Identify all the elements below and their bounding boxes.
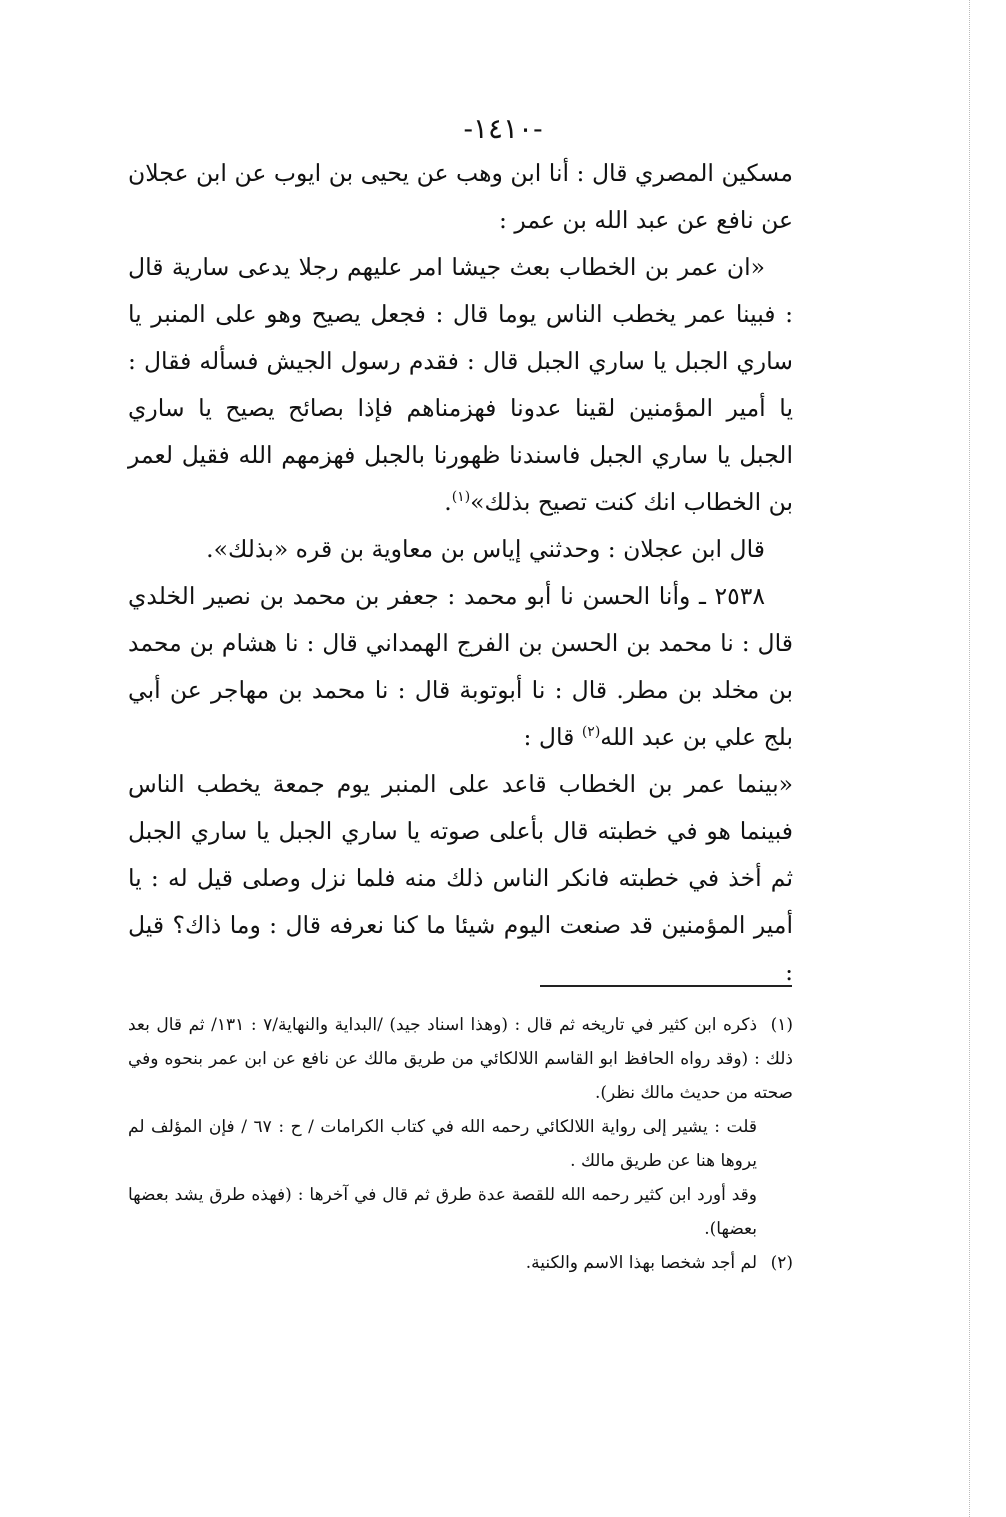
paragraph-2 — [128, 244, 793, 526]
paragraph-4-text: ٢٥٣٨ ـ وأنا الحسن نا أبو محمد : جعفر بن محمد بن نصير الخلدي قال : نا محمد بن الحسن بن الفرج الهمداني قال : نا هشام بن محمد بن مخلد بن مطر. قال : نا أبوتوبة قال : نا محمد بن مهاجر عن أبي بلج علي بن عبد الله — [128, 582, 793, 751]
footnote-2 — [128, 1246, 793, 1280]
footnote-2-number: (٢) — [770, 1253, 793, 1273]
scan-edge-line — [969, 0, 970, 1517]
page-number: -١٤١٠- — [463, 112, 543, 145]
footnote-1-text: ذكره ابن كثير في تاريخه ثم قال : (وهذا اسناد جيد) /البداية والنهاية/٧ : ١٣١/ ثم قال بعد ذلك : (وقد رواه الحافظ ابو القاسم اللالكائي من طريق مالك عن نافع عن ابن عمر بنحوه وفي صحته من حديث مالك نظر). — [128, 1015, 793, 1103]
paragraph-2-text: «ان عمر بن الخطاب بعث جيشا امر عليهم رجلا يدعى سارية قال : فبينا عمر يخطب الناس يوما قال : فجعل يصيح وهو على المنبر يا ساري الجبل يا ساري الجبل قال : فقدم رسول الجيش فسأله فقال : يا أمير المؤمنين لقينا عدونا فهزمناهم فإذا بصائح يصيح يا ساري الجبل يا ساري الجبل فاسندنا ظهورنا بالجبل فهزمهم الله فقيل لعمر بن الخطاب انك كنت تصيح بذلك» — [128, 253, 793, 516]
paragraph-1: مسكين المصري قال : أنا ابن وهب عن يحيى بن ايوب عن ابن عجلان عن نافع عن عبد الله بن عمر : — [128, 159, 793, 234]
footnote-1-number: (١) — [770, 1015, 794, 1035]
paragraph-2-end: . — [444, 488, 452, 516]
footnote-1 — [128, 1008, 793, 1110]
paragraph-4-end: قال : — [523, 723, 582, 751]
footnotes — [128, 1008, 793, 1280]
footnote-divider — [540, 985, 792, 987]
main-text — [128, 150, 793, 996]
footnote-ref-1: (١) — [451, 489, 471, 506]
paragraph-3: قال ابن عجلان : وحدثني إياس بن معاوية بن قره «بذلك». — [206, 535, 765, 563]
footnote-1-note-a: قلت : يشير إلى رواية اللالكائي رحمه الله في كتاب الكرامات / ح : ٦٧ / فإن المؤلف لم يروها هنا عن طريق مالك . — [128, 1117, 757, 1171]
paragraph-4 — [128, 573, 793, 761]
paragraph-5: «بينما عمر بن الخطاب قاعد على المنبر يوم جمعة يخطب الناس فبينما هو في خطبته قال بأعلى صوته يا ساري الجبل يا ساري الجبل ثم أخذ في خطبته فانكر الناس ذلك منه فلما نزل وصلى قيل له : يا أمير المؤمنين قد صنعت اليوم شيئا ما كنا نعرفه قال : وما ذاك؟ قيل : — [128, 770, 793, 986]
footnote-1-note-b: وقد أورد ابن كثير رحمه الله للقصة عدة طرق ثم قال في آخرها : (فهذه طرق يشد بعضها بعضها). — [128, 1185, 757, 1239]
footnote-ref-2: (٢) — [581, 724, 601, 741]
footnote-2-text: لم أجد شخصا بهذا الاسم والكنية. — [525, 1253, 757, 1273]
